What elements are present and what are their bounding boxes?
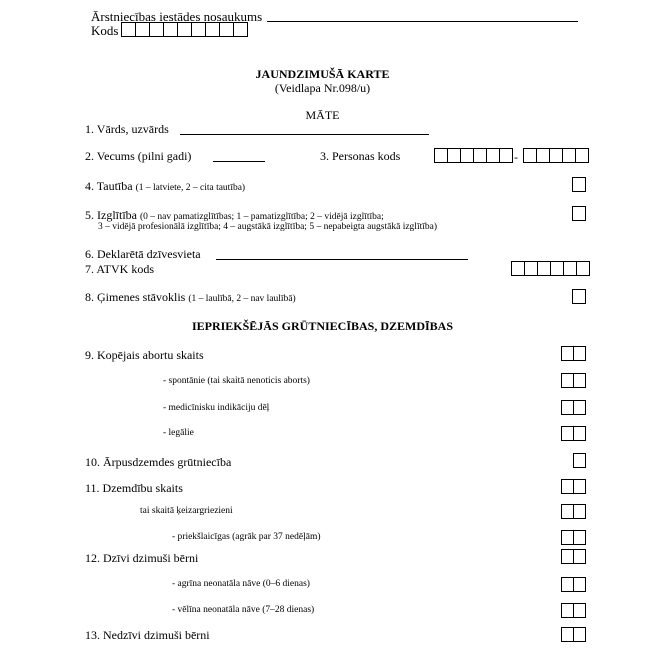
education-row <box>85 209 384 223</box>
legal-label: - legālie <box>163 428 194 438</box>
late-neonatal-cells[interactable] <box>561 603 585 618</box>
institution-name-field[interactable] <box>267 21 578 22</box>
nationality-cell[interactable] <box>572 177 586 192</box>
family-status-cell[interactable] <box>572 289 586 304</box>
abortions-total-cells[interactable] <box>561 346 585 361</box>
births-total-label: 11. Dzemdību skaits <box>85 481 183 495</box>
personal-code-cells-part1[interactable] <box>434 148 512 163</box>
mother-name-label: 1. Vārds, uzvārds <box>85 122 169 136</box>
medical-cells[interactable] <box>561 400 585 415</box>
early-neonatal-cells[interactable] <box>561 577 585 592</box>
education-note-2: 3 – vidējā profesionālā izglītība; 4 – augstākā izglītība; 5 – nepabeigta augstākā izglītība) <box>98 222 437 232</box>
personal-code-dash: - <box>514 150 518 164</box>
medical-label: - medicīnisku indikāciju dēļ <box>163 403 270 413</box>
births-total-cells[interactable] <box>561 479 585 494</box>
live-born-label: 12. Dzīvi dzimuši bērni <box>85 551 199 565</box>
education-note-1: (0 – nav pamatizglītības; 1 – pamatizglītība; 2 – vidējā izglītība; <box>139 212 384 222</box>
ectopic-cell[interactable] <box>573 453 586 468</box>
abortions-total-label: 9. Kopējais abortu skaits <box>85 348 204 362</box>
mother-section-title: MĀTE <box>305 108 340 122</box>
atvk-label: 7. ATVK kods <box>85 262 155 276</box>
mother-age-label: 2. Vecums (pilni gadi) <box>85 149 192 163</box>
family-status-row <box>85 291 296 305</box>
spontaneous-cells[interactable] <box>561 373 585 388</box>
mother-name-field[interactable] <box>180 134 429 135</box>
institution-name-label: Ārstniecības iestādes nosaukums <box>91 9 263 24</box>
stillborn-cells[interactable] <box>561 627 585 642</box>
caesarean-cells[interactable] <box>561 504 585 519</box>
caesarean-label: tai skaitā ķeizargriezieni <box>140 506 233 516</box>
institution-code-cells[interactable] <box>121 22 247 37</box>
education-cell[interactable] <box>572 206 586 221</box>
late-neonatal-label: - vēlīna neonatāla nāve (7–28 dienas) <box>172 605 315 615</box>
early-neonatal-label: - agrīna neonatāla nāve (0–6 dienas) <box>172 579 310 589</box>
education-label: 5. Izglītība <box>85 208 137 222</box>
residence-field[interactable] <box>216 259 468 260</box>
code-label: Kods <box>91 23 119 38</box>
spontaneous-label: - spontānie (tai skaitā nenoticis aborts) <box>163 376 310 386</box>
ectopic-label: 10. Ārpusdzemdes grūtniecība <box>85 455 232 469</box>
personal-code-label: 3. Personas kods <box>320 149 401 163</box>
mother-age-field[interactable] <box>213 161 265 162</box>
form-title: JAUNDZIMUŠĀ KARTE <box>255 67 390 81</box>
live-born-cells[interactable] <box>561 549 585 564</box>
stillborn-label: 13. Nedzīvi dzimuši bērni <box>85 628 210 642</box>
family-status-note: (1 – laulībā, 2 – nav laulībā) <box>188 294 296 304</box>
family-status-label: 8. Ģimenes stāvoklis <box>85 290 186 304</box>
form-subtitle: (Veidlapa Nr.098/u) <box>274 81 371 95</box>
premature-cells[interactable] <box>561 530 585 545</box>
atvk-code-cells[interactable] <box>511 261 589 276</box>
nationality-row <box>85 180 245 194</box>
residence-label: 6. Deklarētā dzīvesvieta <box>85 247 201 261</box>
nationality-label: 4. Tautība <box>85 179 133 193</box>
nationality-note: (1 – latviete, 2 – cita tautība) <box>135 183 246 193</box>
previous-section-title: IEPRIEKŠĒJĀS GRŪTNIECĪBAS, DZEMDĪBAS <box>191 319 454 333</box>
legal-cells[interactable] <box>561 426 585 441</box>
premature-label: - priekšlaicīgas (agrāk par 37 nedēļām) <box>172 532 321 542</box>
personal-code-cells-part2[interactable] <box>523 148 588 163</box>
